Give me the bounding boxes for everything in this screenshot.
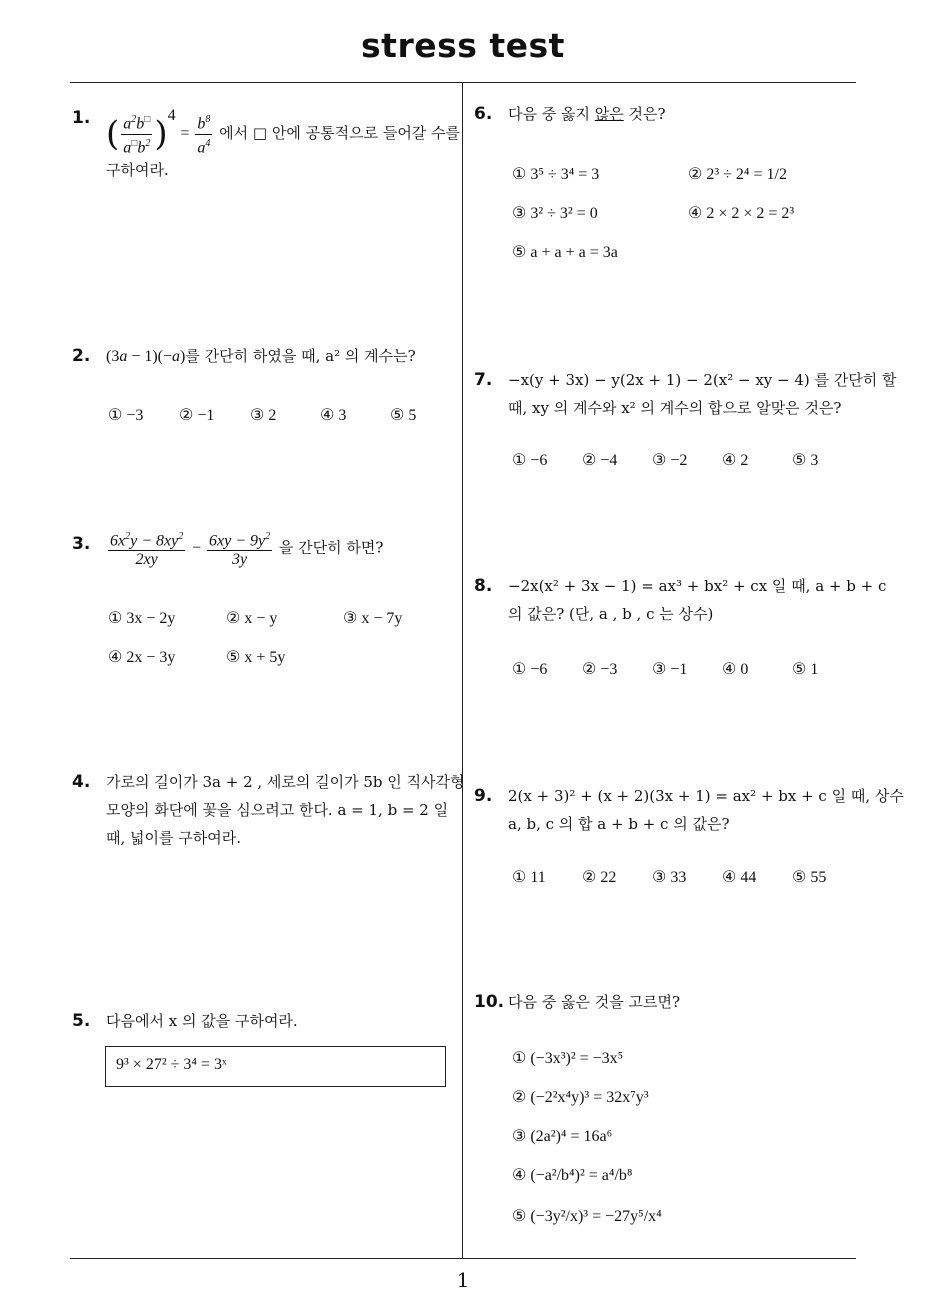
question-number: 5. [72,1011,91,1031]
option-3[interactable]: ③ 3² ÷ 3² = 0 [512,205,598,222]
option-3[interactable]: ③ 2 [250,407,277,424]
option-5[interactable]: ⑤ a + a + a = 3a [512,244,618,261]
option-4[interactable]: ④ (−a²/b⁴)² = a⁴/b⁸ [512,1167,633,1184]
question-number: 9. [474,786,493,806]
question-number: 3. [72,534,91,554]
question-2-text: 를 간단히 하였을 때, a² 의 계수는? [185,347,416,365]
question-3: 3. $\frac{6x^2y - 8xy^2}{2xy}$ − $\frac{6xy - 9y^2}{3y}$ 을 간단히 하면? [72,530,462,580]
page-number: 1 [456,1268,470,1292]
column-divider [462,82,463,1258]
question-number: 8. [474,576,493,596]
option-1[interactable]: ① (−3x³)² = −3x⁵ [512,1050,624,1067]
question-8-line2: 의 값은? (단, a , b , c 는 상수) [508,605,714,623]
option-2[interactable]: ② 2³ ÷ 2⁴ = 1/2 [688,166,787,183]
option-4[interactable]: ④ 44 [722,869,757,886]
option-2[interactable]: ② x − y [226,610,278,627]
question-10-text: 다음 중 옳은 것을 고르면? [508,993,681,1011]
question-1-formula: ( $\frac{a^2b^□}{a^□b^2}$ )$^4$ = $\frac{b^8}{a^4}$ 에서 □ 안에 공통적으로 들어갈 수를 [106,107,461,156]
question-10 [474,988,864,1018]
question-1-text: 에서 □ 안에 공통적으로 들어갈 수를 [219,124,461,142]
question-5-text: 다음에서 x 의 값을 구하여라. [106,1012,298,1030]
option-5[interactable]: ⑤ x + 5y [226,649,286,666]
question-2: 2. (3a − 1)(−a)를 간단히 하였을 때, a² 의 계수는? [72,342,462,432]
option-2[interactable]: ② −4 [582,452,618,469]
question-5-box [105,1046,446,1087]
option-5[interactable]: ⑤ 1 [792,661,819,678]
question-4 [72,768,465,858]
question-number: 10. [474,992,505,1012]
option-4[interactable]: ④ 2x − 3y [108,649,176,666]
question-3-text: 을 간단히 하면? [278,538,384,557]
option-2[interactable]: ② 22 [582,869,617,886]
top-rule [70,82,856,83]
question-7 [474,366,897,426]
question-1 [72,104,462,184]
question-7-line2: 때, xy 의 계수와 x² 의 계수의 합으로 알맞은 것은? [508,399,842,417]
option-2[interactable]: ② −1 [179,407,215,424]
option-2[interactable]: ② (−2²x⁴y)³ = 32x⁷y³ [512,1089,649,1106]
question-1-text-line2: 구하여라. [106,161,169,179]
option-1[interactable]: ① 11 [512,869,546,886]
question-9-line1: 2(x + 3)² + (x + 2)(3x + 1) = ax² + bx + c 일 때, 상수 [508,787,904,805]
question-6: 6. 다음 중 옳지 않은 것은? [474,100,864,130]
bottom-rule [70,1258,856,1259]
option-4[interactable]: ④ 0 [722,661,749,678]
page-title: stress test [361,26,565,65]
option-5[interactable]: ⑤ 5 [390,407,417,424]
option-5[interactable]: ⑤ (−3y²/x)³ = −27y⁵/x⁴ [512,1208,662,1225]
option-3[interactable]: ③ x − 7y [343,610,403,627]
option-3[interactable]: ③ −2 [652,452,688,469]
question-5 [72,1007,462,1037]
question-9-line2: a, b, c 의 합 a + b + c 의 값은? [508,815,730,833]
question-8-line1: −2x(x² + 3x − 1) = ax³ + bx² + cx 일 때, a + b + c [508,577,887,595]
option-4[interactable]: ④ 2 [722,452,749,469]
option-1[interactable]: ① −6 [512,661,548,678]
option-5[interactable]: ⑤ 55 [792,869,827,886]
question-number: 7. [474,370,493,390]
question-4-line1: 가로의 길이가 3a + 2 , 세로의 길이가 5b 인 직사각형 [106,773,465,791]
option-4[interactable]: ④ 3 [320,407,347,424]
option-3[interactable]: ③ 33 [652,869,687,886]
question-9 [474,782,904,842]
question-5-expression: 9³ × 27² ÷ 3⁴ = 3ˣ [116,1056,227,1073]
option-1[interactable]: ① −3 [108,407,144,424]
question-4-line3: 때, 넓이를 구하여라. [106,829,241,847]
question-number: 1. [72,108,91,128]
question-4-line2: 모양의 화단에 꽃을 심으려고 한다. a = 1, b = 2 일 [106,801,449,819]
question-number: 6. [474,104,493,124]
question-number: 2. [72,346,91,366]
option-3[interactable]: ③ −1 [652,661,688,678]
option-1[interactable]: ① −6 [512,452,548,469]
option-3[interactable]: ③ (2a²)⁴ = 16a⁶ [512,1128,613,1145]
question-number: 4. [72,772,91,792]
option-1[interactable]: ① 3⁵ ÷ 3⁴ = 3 [512,166,600,183]
option-5[interactable]: ⑤ 3 [792,452,819,469]
option-4[interactable]: ④ 2 × 2 × 2 = 2³ [688,205,795,222]
option-1[interactable]: ① 3x − 2y [108,610,176,627]
question-8 [474,572,887,632]
question-7-line1: −x(y + 3x) − y(2x + 1) − 2(x² − xy − 4) 를 간단히 할 [508,371,897,389]
option-2[interactable]: ② −3 [582,661,618,678]
